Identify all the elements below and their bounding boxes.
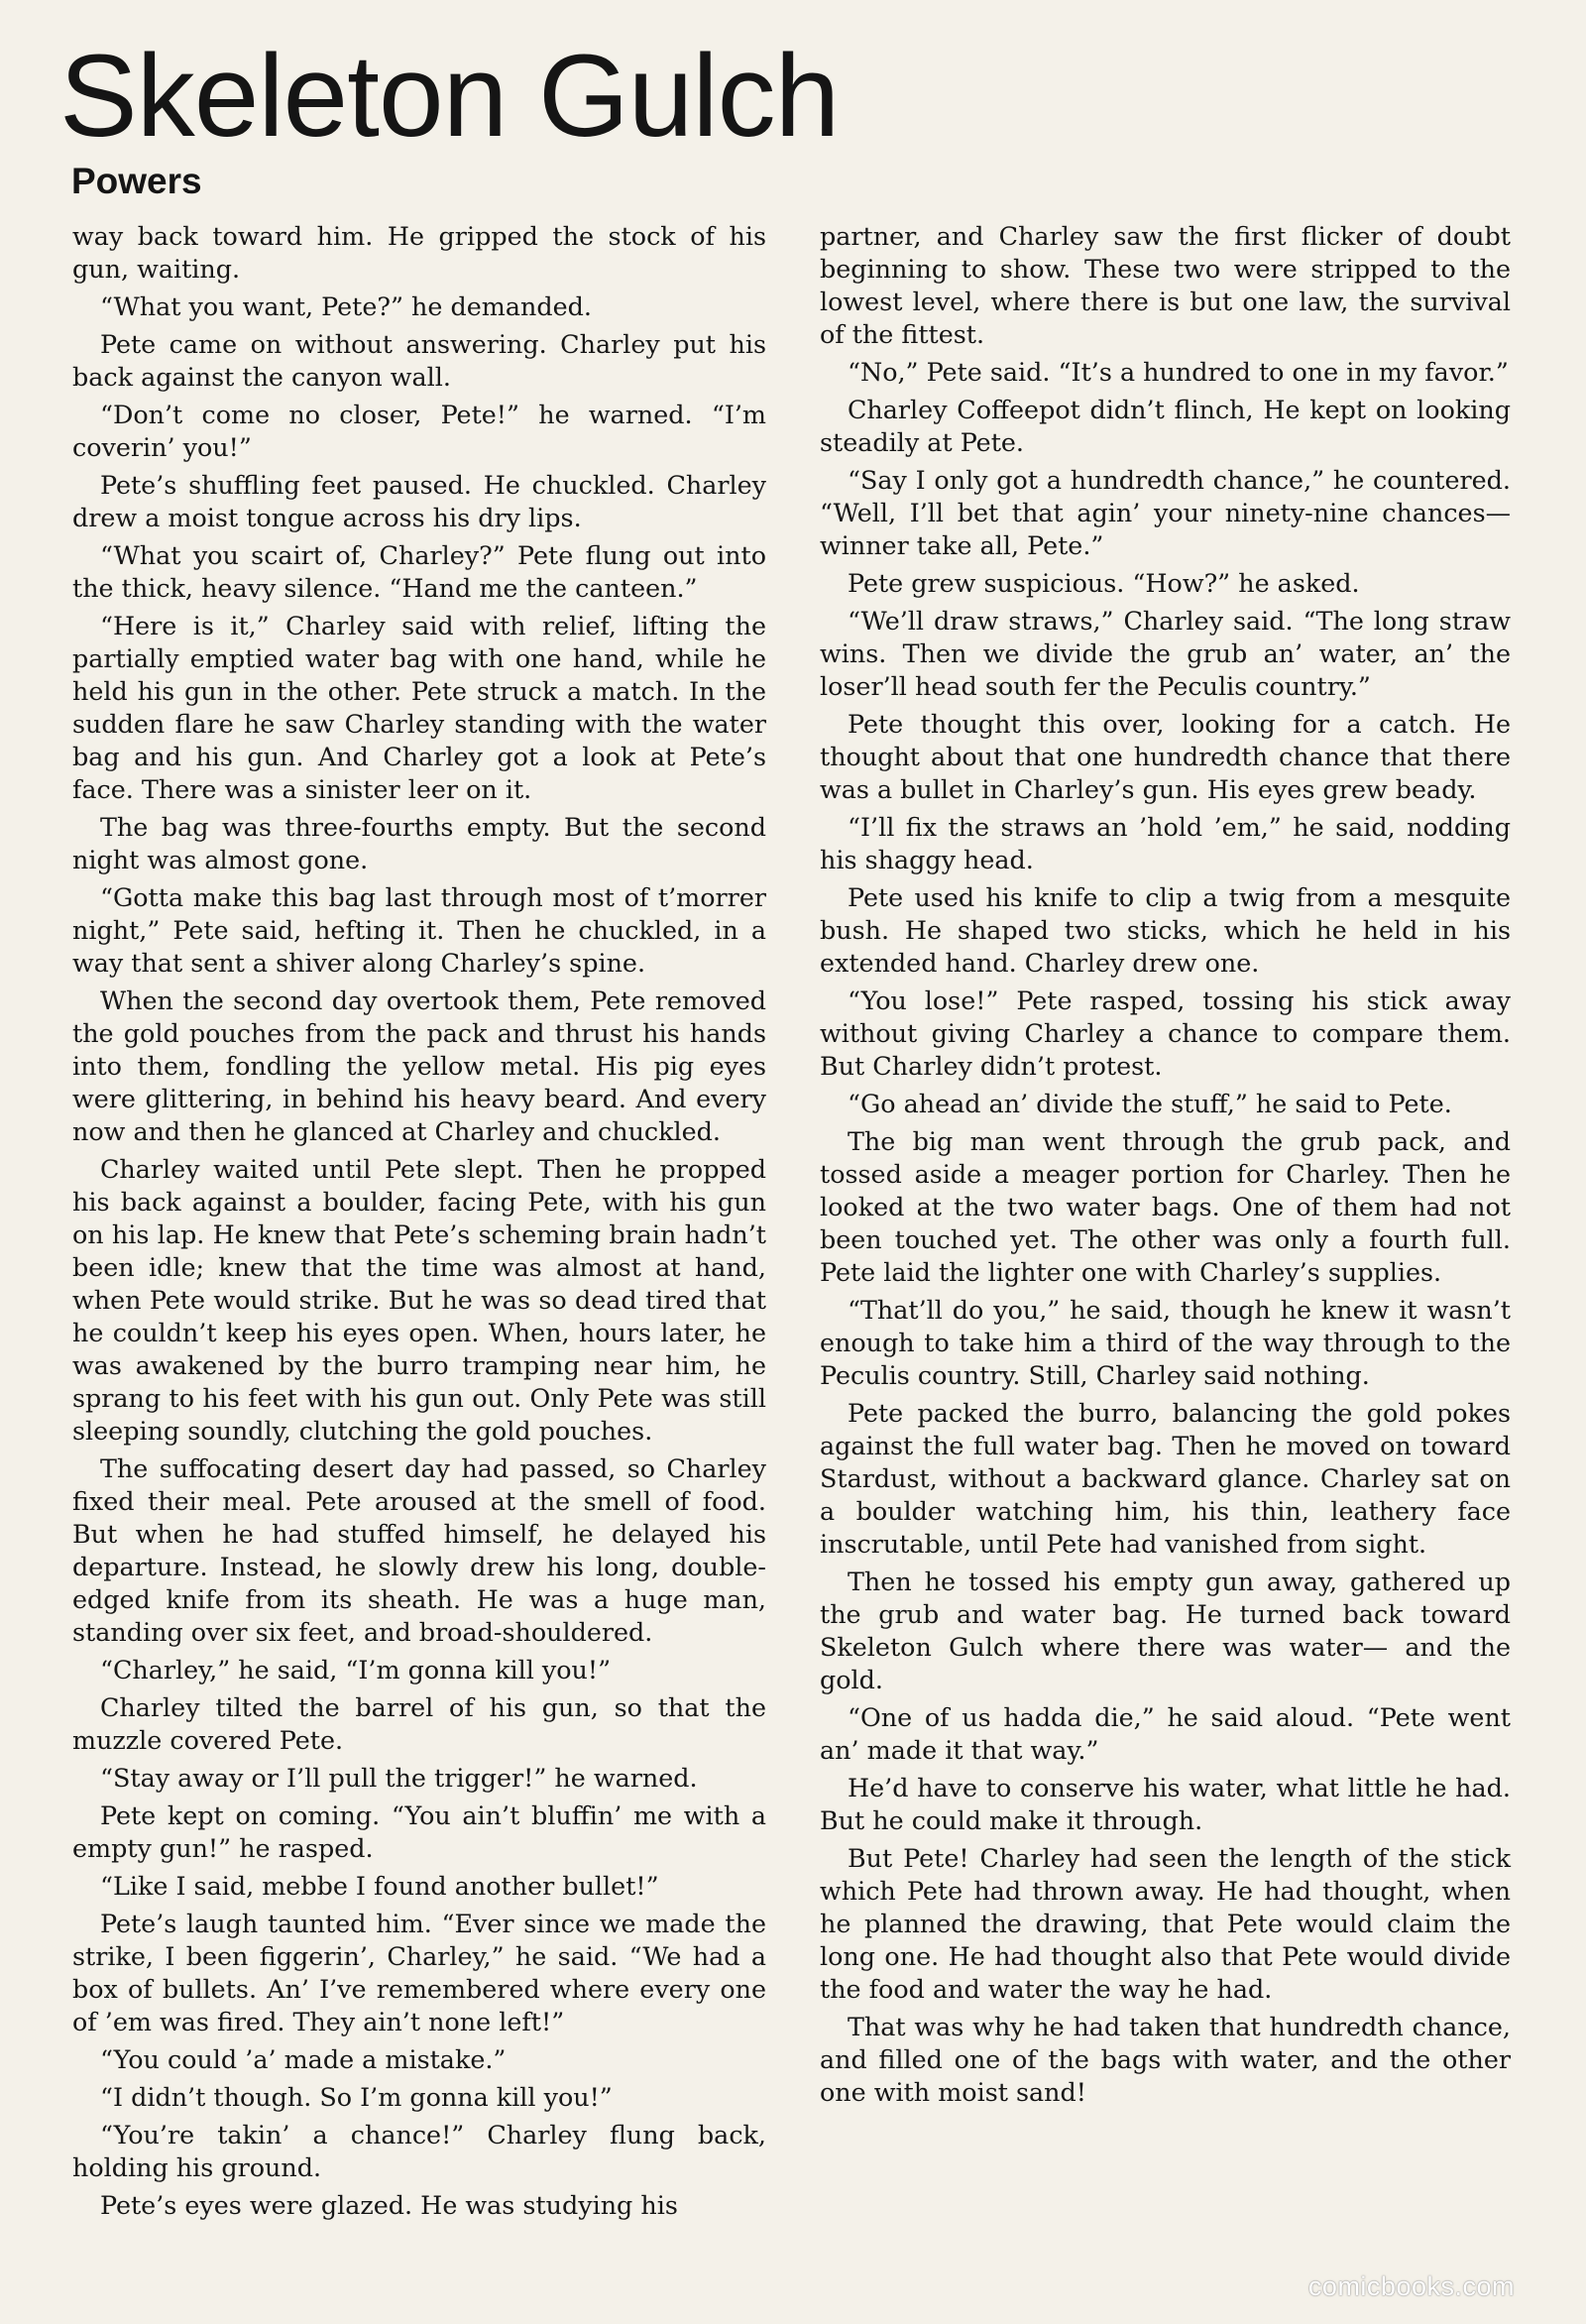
paragraph: “Don’t come no closer, Pete!” he warned. “I’m coverin’ you!” (72, 400, 766, 462)
paragraph: Charley waited until Pete slept. Then he propped his back against a boulder, facing Pete, with his gun on his lap. He knew that Pete’s scheming brain hadn’t been idle; knew that the time was almost at hand, when Pete would strike. But he was so dead tired that he couldn’t keep his eyes open. When, hours later, he was awakened by the burro tramping near him, he sprang to his feet with his gun out. Only Pete was still sleeping soundly, clutching the gold pouches. (72, 1154, 766, 1446)
paragraph: Pete’s laugh taunted him. “Ever since we made the strike, I been figgerin’, Charley,” he said. “We had a box of bullets. An’ I’ve remembered where every one of ’em was fired. They ain’t none left!” (72, 1909, 766, 2036)
paragraph: partner, and Charley saw the first flicker of doubt beginning to show. These two were stripped to the lowest level, where there is but one law, the survival of the fittest. (820, 221, 1511, 349)
paragraph: “Stay away or I’ll pull the trigger!” he warned. (100, 1763, 698, 1793)
paragraph: “Say I only got a hundredth chance,” he countered. “Well, I’ll bet that agin’ your ninety-nine chances— winner take all, Pete.” (820, 465, 1511, 560)
paragraph: Pete came on without answering. Charley put his back against the canyon wall. (72, 329, 766, 392)
paragraph: “You could ’a’ made a mistake.” (100, 2044, 507, 2074)
paragraph: “That’ll do you,” he said, though he knew it wasn’t enough to take him a third of the way through to the Peculis country. Still, Charley said nothing. (820, 1295, 1511, 1390)
paragraph: “One of us hadda die,” he said aloud. “Pete went an’ made it that way.” (820, 1702, 1511, 1765)
paragraph: way back toward him. He gripped the stock of his gun, waiting. (72, 221, 766, 284)
paragraph: Pete used his knife to clip a twig from a mesquite bush. He shaped two sticks, which he held in his extended hand. Charley drew one. (820, 882, 1511, 978)
paragraph: “Gotta make this bag last through most of t’morrer night,” Pete said, hefting it. Then he chuckled, in a way that sent a shiver along Charley’s spine. (72, 882, 766, 978)
story-title: Skeleton Gulch (59, 31, 840, 162)
paragraph: “I’ll fix the straws an ’hold ’em,” he said, nodding his shaggy head. (820, 812, 1511, 874)
paragraph: “Like I said, mebbe I found another bullet!” (100, 1871, 659, 1901)
paragraph: The big man went through the grub pack, and tossed aside a meager portion for Charley. Then he looked at the two water bags. One of them had not been touched yet. The other was only a fourth full. Pete laid the lighter one with Charley’s supplies. (820, 1126, 1511, 1287)
paragraph: “What you scairt of, Charley?” Pete flung out into the thick, heavy silence. “Hand me the canteen.” (72, 540, 766, 603)
author-byline: Powers (71, 161, 202, 201)
paragraph: “No,” Pete said. “It’s a hundred to one in my favor.” (848, 357, 1509, 387)
paragraph: Charley tilted the barrel of his gun, so that the muzzle covered Pete. (72, 1692, 766, 1755)
paragraph: “We’ll draw straws,” Charley said. “The long straw wins. Then we divide the grub an’ water, an’ the loser’ll head south fer the Peculis country.” (820, 606, 1511, 701)
paragraph: Pete grew suspicious. “How?” he asked. (848, 568, 1360, 598)
paragraph: Pete kept on coming. “You ain’t bluffin’ me with a empty gun!” he rasped. (72, 1801, 766, 1863)
paragraph: “You’re takin’ a chance!” Charley flung back, holding his ground. (72, 2120, 766, 2182)
paragraph: The bag was three-fourths empty. But the second night was almost gone. (72, 812, 766, 874)
watermark: comicbooks.com (1307, 2271, 1515, 2301)
paragraph: “You lose!” Pete rasped, tossing his stick away without giving Charley a chance to compare them. But Charley didn’t protest. (820, 986, 1511, 1081)
paragraph: Pete’s eyes were glazed. He was studying his (100, 2190, 678, 2220)
paragraph: “Here is it,” Charley said with relief, lifting the partially emptied water bag with one hand, while he held his gun in the other. Pete struck a match. In the sudden flare he saw Charley standing with the water bag and his gun. And Charley got a look at Pete’s face. There was a sinister leer on it. (72, 611, 766, 804)
paragraph: Pete’s shuffling feet paused. He chuckled. Charley drew a moist tongue across his dry lips. (72, 470, 766, 532)
paragraph: “What you want, Pete?” he demanded. (100, 291, 592, 321)
paragraph: The suffocating desert day had passed, so Charley fixed their meal. Pete aroused at the smell of food. But when he had stuffed himself, he delayed his departure. Instead, he slowly drew his long, double-edged knife from its sheath. He was a huge man, standing over six feet, and broad-shouldered. (72, 1453, 766, 1647)
paragraph: Then he tossed his empty gun away, gathered up the grub and water bag. He turned back toward Skeleton Gulch where there was water— and the gold. (820, 1567, 1511, 1694)
paragraph: Pete thought this over, looking for a catch. He thought about that one hundredth chance that there was a bullet in Charley’s gun. His eyes grew beady. (820, 709, 1511, 804)
text-column-right (820, 220, 1511, 2114)
paragraph: When the second day overtook them, Pete removed the gold pouches from the pack and thrust his hands into them, fondling the yellow metal. His pig eyes were glittering, in behind his heavy beard. And every now and then he glanced at Charley and chuckled. (72, 986, 766, 1146)
paragraph: Pete packed the burro, balancing the gold pokes against the full water bag. Then he moved on toward Stardust, without a backward glance. Charley sat on a boulder watching him, his thin, leathery face inscrutable, until Pete had vanished from sight. (820, 1398, 1511, 1559)
paragraph: “I didn’t though. So I’m gonna kill you!” (100, 2082, 613, 2112)
paragraph: Charley Coffeepot didn’t flinch, He kept on looking steadily at Pete. (820, 395, 1511, 457)
paragraph: That was why he had taken that hundredth chance, and filled one of the bags with water, and the other one with moist sand! (820, 2012, 1511, 2107)
paragraph: But Pete! Charley had seen the length of the stick which Pete had thrown away. He had thought, when he planned the drawing, that Pete would claim the long one. He had thought also that Pete would divide the food and water the way he had. (820, 1843, 1511, 2004)
paragraph: He’d have to conserve his water, what little he had. But he could make it through. (820, 1773, 1511, 1835)
paragraph: “Charley,” he said, “I’m gonna kill you!” (100, 1655, 612, 1685)
text-column-left (72, 220, 766, 2227)
paragraph: “Go ahead an’ divide the stuff,” he said to Pete. (848, 1089, 1452, 1118)
